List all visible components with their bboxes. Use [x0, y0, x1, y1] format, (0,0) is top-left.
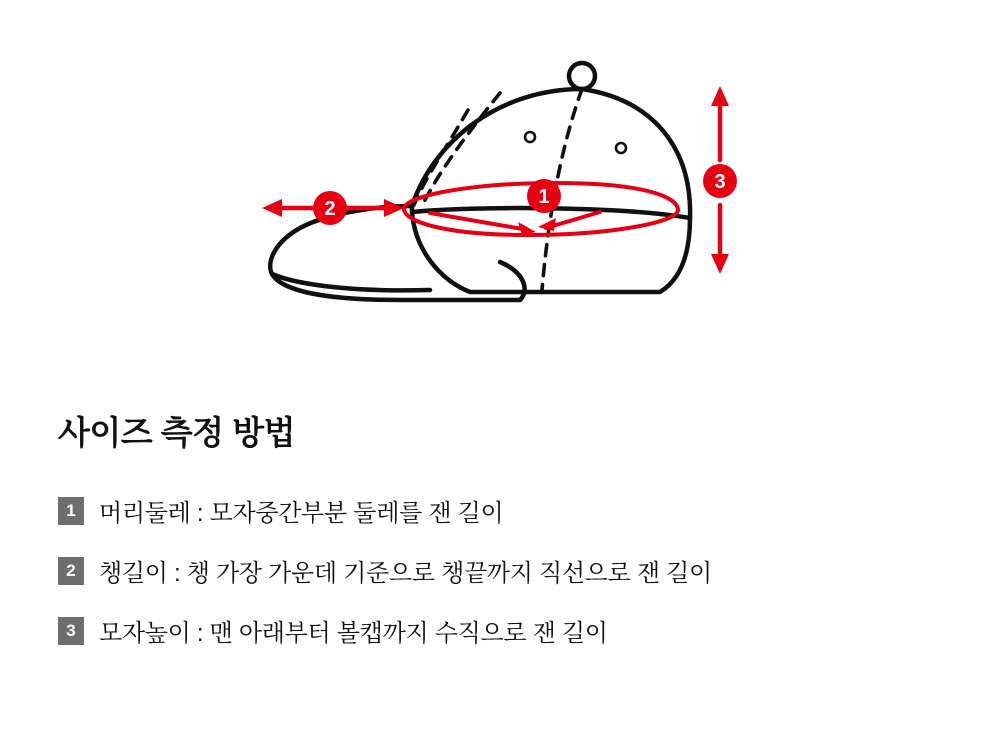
legend-badge-2: 2 [58, 557, 84, 585]
legend-title: 사이즈 측정 방법 [58, 414, 295, 451]
legend-item-1 [58, 493, 503, 528]
legend-text-2: 챙길이 : 챙 가장 가운데 기준으로 챙끝까지 직선으로 잰 길이 [99, 560, 712, 587]
legend-text-3: 모자높이 : 맨 아래부터 볼캡까지 수직으로 잰 길이 [99, 620, 608, 647]
marker-3-label: 3 [714, 171, 726, 193]
cap-outline [270, 63, 690, 300]
legend-section [0, 385, 1000, 729]
marker-2 [313, 191, 347, 225]
marker-1-label: 1 [538, 186, 550, 208]
legend-badge-3: 3 [58, 617, 84, 645]
legend-text-1: 머리둘레 : 모자중간부분 둘레를 잰 길이 [99, 500, 504, 527]
legend-item-2 [58, 553, 712, 588]
marker-3 [703, 164, 737, 198]
cap-eyelets [525, 132, 626, 153]
marker-2-label: 2 [324, 198, 336, 220]
marker-1 [527, 179, 561, 213]
legend-badge-1: 1 [58, 497, 84, 525]
legend-item-3 [58, 613, 608, 648]
